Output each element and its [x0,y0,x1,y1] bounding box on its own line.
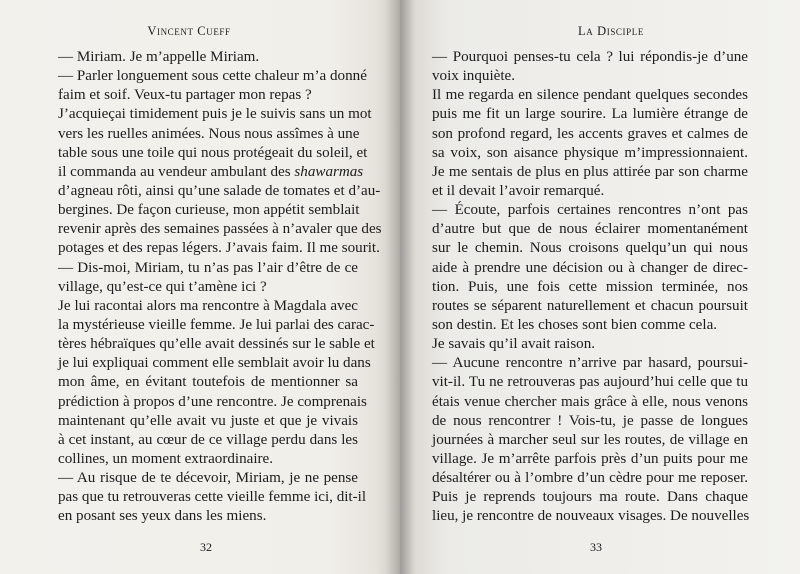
page-number-left: 32 [200,540,212,554]
page-number-right: 33 [590,540,602,554]
text-line: collines, un moment extraordinaire. [58,450,274,467]
text-line: la mystérieuse vieille femme. Je lui parlai des carac- [58,316,375,333]
running-header-title: La Disciple [578,24,644,38]
text-line: de nous rencontrer ! Vois-tu, je passe de longues [432,412,748,429]
text-line: — Miriam. Je m’appelle Miriam. [58,49,260,65]
text-line: — Aucune rencontre n’arrive par hasard, poursui- [432,355,748,372]
book-gutter [386,0,414,574]
text-line: lieu, je rencontre de nouveaux visages. De nouvelles [432,508,750,525]
text-line: son destin. Et les choses sont bien comme cela. [432,316,718,333]
text-line: sur le chemin. Nous croisons quelqu’un qui nous [432,240,748,257]
text-line: village. Je m’arrête parfois près d’un puits pour me [432,450,748,467]
text-line: Puis je reprends toujours ma route. Dans chaque [432,489,748,506]
text-line: et il devait l’avoir remarqué. [432,182,605,199]
text-line: faim et soif. Veux-tu partager mon repas ? [58,87,312,104]
text-line: prédiction à propos d’une rencontre. Je comprenais [58,393,367,410]
text-line: il commanda au vendeur ambulant des shawarmas [58,163,364,180]
text-line: Je lui racontai alors ma rencontre à Magdala avec [58,297,358,314]
left-page-body [58,48,382,527]
text-line: sa voix, son aisance physique m’impressionnaient. [432,144,748,161]
text-line: J’acquieçai timidement puis je le suivis sans un mot [58,106,372,123]
text-line: désaltérer ou à l’ombre d’un cèdre pour me reposer. [432,470,748,487]
text-line: pas que tu retrouveras cette vieille femme ici, dit-il [58,489,367,506]
text-line: d’autre but que de nous éclairer momentanément [432,221,748,238]
text-line: — Au risque de te décevoir, Miriam, je ne pense [58,470,358,487]
text-line: puis me fit un large sourire. La lumière étrange de [432,106,748,123]
text-line: Il me regarda en silence pendant quelques secondes [432,87,748,104]
text-line: vers les ruelles animées. Nous nous assîmes à une [58,125,360,142]
text-line: journées à marcher seul sur les routes, de village en [432,431,748,448]
text-line: vit-il. Tu ne retrouveras pas aujourd’hui celle que tu [432,374,748,391]
text-line: en posant ses yeux dans les miens. [58,508,267,525]
text-line: tères hébraïques qu’elle avait dessinés sur le sable et [58,336,375,353]
text-line: d’agneau rôti, ainsi qu’une salade de tomates et d’au- [58,182,381,199]
text-line: tion. Puis, une fois cette mission terminée, nos [432,278,748,295]
text-line: à cet instant, au cœur de ce village perdu dans les [58,431,358,448]
text-line: étais venue chercher mais grâce à elle, nous venons [432,393,748,410]
text-line: je lui expliquai comment elle semblait avoir lu dans [58,355,371,372]
text-line: — Écoute, parfois certaines rencontres n’ont pas [432,202,748,219]
text-line: village, qu’est-ce qui t’amène ici ? [58,278,267,295]
text-line: bergines. De façon curieuse, mon appétit semblait [58,202,360,219]
text-line: mon âme, en évitant toutefois de mentionner sa [58,374,358,391]
text-line: — Parler longuement sous cette chaleur m’a donné [58,68,367,85]
text-line: son profond regard, les accents graves et calmes de [432,125,748,142]
right-page [400,0,800,574]
text-line: Je savais qu’il avait raison. [432,336,596,353]
right-page-body [432,48,748,527]
text-line: aide à prendre une décision ou à changer de direc- [432,259,748,276]
text-line: voix inquiète. [432,68,516,85]
text-line: table sous une toile qui nous protégeait du soleil, et [58,144,368,161]
text-line: — Pourquoi penses-tu cela ? lui répondis-je d’une [432,49,748,65]
text-line: Je me sentais de plus en plus attirée par son charme [432,163,748,180]
text-line: revenir après des semaines passées à n’avaler que des [58,221,382,238]
text-line: maintenant qu’elle avait vu juste et que je vivais [58,412,358,429]
running-header-author: Vincent Cueff [147,24,231,38]
text-line: routes se séparent naturellement et chacun poursuit [432,297,748,314]
text-line: — Dis-moi, Miriam, tu n’as pas l’air d’être de ce [58,259,358,276]
text-line: potages et des repas légers. J’avais faim. Il me sourit. [58,240,380,257]
